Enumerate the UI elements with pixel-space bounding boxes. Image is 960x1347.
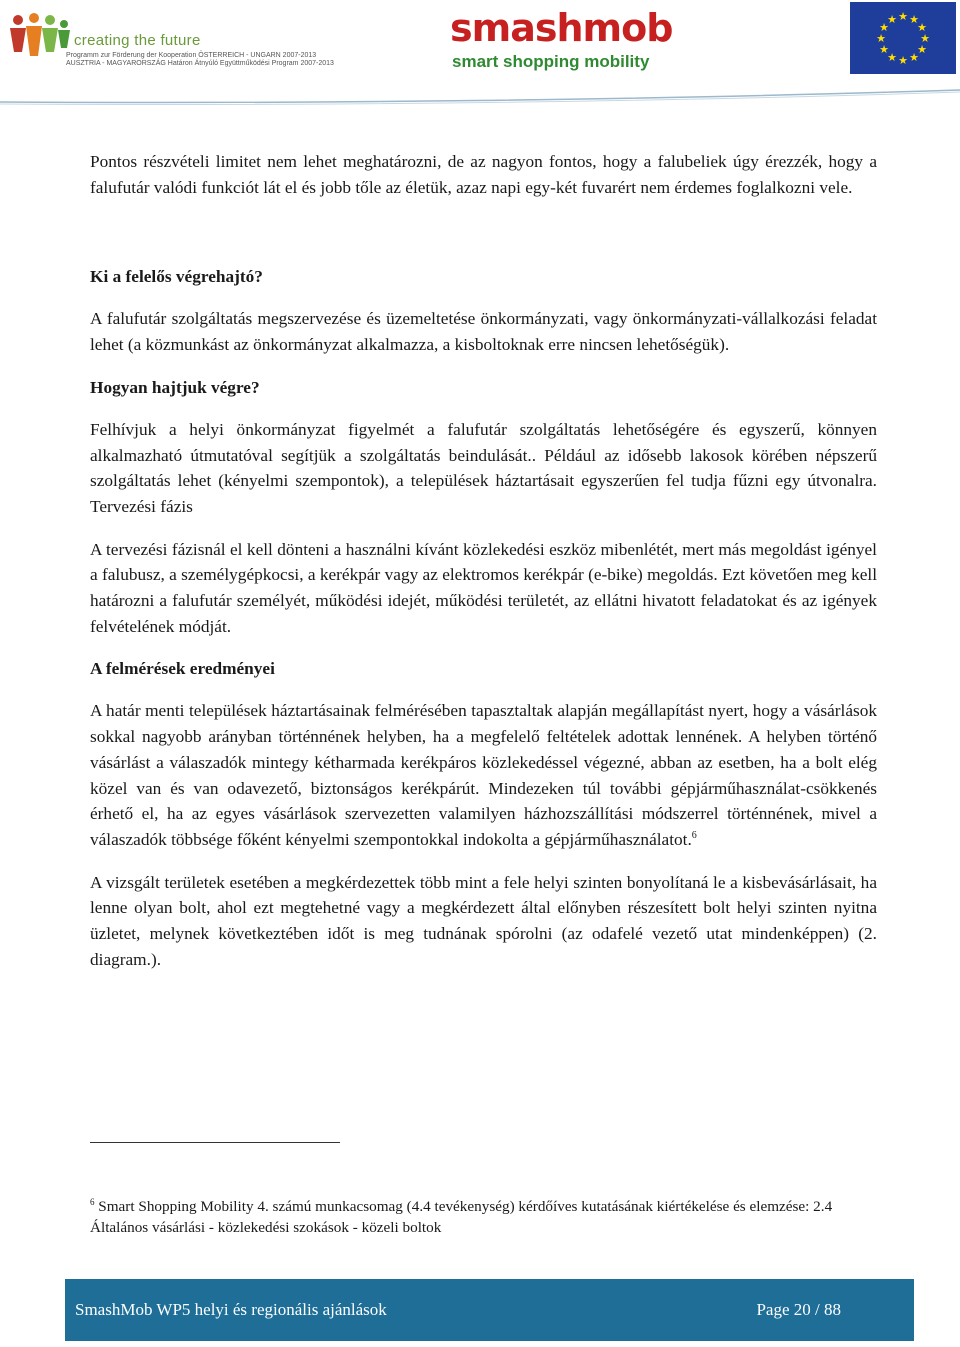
page-footer (65, 1279, 914, 1341)
footer-document-title: SmashMob WP5 helyi és regionális ajánlások (75, 1300, 387, 1319)
paragraph-planning-phase: A tervezési fázisnál el kell dönteni a használni kívánt közlekedési eszköz mibenlétét, mert más megoldást igényel a falubusz, a személygépkocsi, a kerékpár vagy az elektromos kerékpár (e-bike) megoldás. Ezt követően meg kell határozni a falufutár személyét, működési idejét, működési területét, az ellátni hivatott feladatokat és az igények felvételének módját. (90, 539, 877, 636)
programme-name-hu: AUSZTRIA - MAGYARORSZÁG Határon Átnyúló Együttműködési Program 2007-2013 (66, 60, 334, 67)
paragraph-survey-results-text: A határ menti települések háztartásainak felmérésében tapasztaltak alapján megállapítást nyert, hogy a vásárlások sokkal nagyobb arányban történnének helyben, ha a megfelelő feltételek adottak lennének. A helyben történő vásárlást a válaszadók mintegy kétharmada kerékpáros közlekedéssel végezné, abban az esetben, ha a bolt elég közel van és van odavezető, biztonságos kerékpárút. Mindezeken túl további gépjárműhasználat-csökkenés érhető el, ha az egyes vásárlások szervezetten valamilyen házhozszállítási módszerrel történnének, mivel a válaszadók többsége főként kényelmi szempontokkal indokolta a gépjárműhasználatot. (90, 701, 877, 849)
footnote-marker: 6 (90, 1196, 95, 1207)
svg-text:★: ★ (879, 43, 889, 56)
heading-responsible-executor: Ki a felelős végrehajtó? (90, 267, 263, 287)
svg-text:★: ★ (876, 32, 886, 45)
svg-text:★: ★ (917, 21, 927, 34)
smashmob-logo-name: smashmob (450, 6, 673, 50)
page-content (90, 149, 877, 972)
paragraph-organisation: A falufutár szolgáltatás megszervezése és üzemeltetése önkormányzati, vagy önkormányzati-vállalkozási feladat lehet (a közmunkást az önkormányzat alkalmazza, a kisboltoknak erre nincsen lehetőségük). (90, 309, 877, 355)
svg-text:★: ★ (909, 51, 919, 64)
svg-text:★: ★ (898, 54, 908, 67)
svg-text:★: ★ (920, 32, 930, 45)
smashmob-logo-tagline: smart shopping mobility (452, 52, 650, 71)
creating-the-future-title: creating the future (74, 32, 201, 49)
page-header (0, 0, 960, 108)
svg-text:★: ★ (887, 13, 897, 26)
svg-text:★: ★ (898, 10, 908, 23)
footnote-text: Smart Shopping Mobility 4. számú munkacsomag (4.4 tevékenység) kérdőíves kutatásának kiértékelése és elemzése: 2.4 Általános vásárlási - közlekedési szokások - közeli boltok (90, 1198, 833, 1236)
footnote-reference[interactable]: 6 (691, 830, 697, 842)
heading-implementation: Hogyan hajtjuk végre? (90, 377, 260, 397)
paragraph-local-shopping: A vizsgált területek esetében a megkérdezettek több mint a fele helyi szinten bonyolítaná le a kisbevásárlásait, ha lenne olyan bolt, ahol ezt megtehetné vagy a megkérdezett által előnyben részesített bolt helyi szinten nyitna üzletet, melynek következtében időt is meg tudnának spórolni (az odafelé vezető utat mindenképpen) (2. diagram.). (90, 872, 877, 969)
smashmob-logo (450, 6, 673, 76)
paragraph-participation-limit: Pontos részvételi limitet nem lehet meghatározni, de az nagyon fontos, hogy a falubeliek úgy érezzék, hogy a falufutár valódi funkciót lát el és jobb tőle az életük, azaz napi egy-két fuvarért nem érdemes foglalkozni vele. (90, 152, 877, 197)
eu-flag-icon (850, 2, 956, 74)
svg-text:★: ★ (909, 13, 919, 26)
people-figures-icon (8, 12, 70, 64)
creating-the-future-logo (8, 10, 334, 70)
svg-text:★: ★ (917, 43, 927, 56)
footnote (90, 1196, 880, 1238)
heading-survey-results: A felmérések eredményei (90, 659, 275, 679)
programme-name-de: Programm zur Förderung der Kooperation ÖSTERREICH - UNGARN 2007-2013 (66, 52, 317, 59)
svg-text:★: ★ (879, 21, 889, 34)
paragraph-implementation: Felhívjuk a helyi önkormányzat figyelmét a falufutár szolgáltatás lehetőségére és egyszerű, könnyen alkalmazható útmutatóval segítjük a szolgáltatás beindulását.. Például az idősebb lakosok körében népszerű szolgáltatás lehet (kényelmi szempontok), a települések háztartásait egyszerűen fel tudja fűzni egy útvonalra. Tervezési fázis (90, 419, 877, 516)
paragraph-survey-results (90, 698, 877, 852)
footer-page-number: Page 20 / 88 (756, 1300, 841, 1319)
footnote-separator (90, 1142, 340, 1143)
header-swoosh (0, 78, 960, 108)
svg-text:★: ★ (887, 51, 897, 64)
